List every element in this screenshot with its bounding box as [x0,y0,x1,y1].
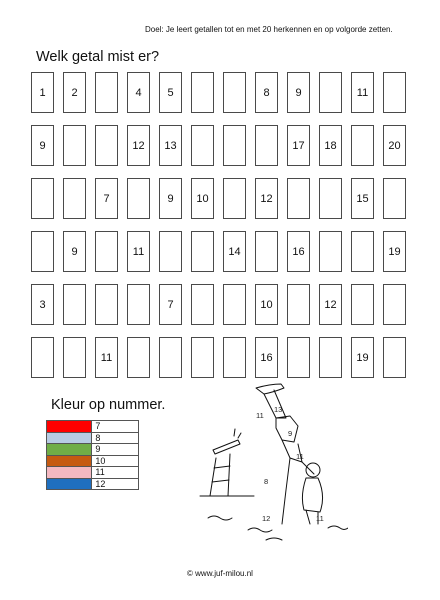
grid-cell[interactable] [223,72,246,113]
legend-number: 9 [92,444,139,456]
grid-cell[interactable] [31,178,54,219]
grid-cell[interactable]: 15 [351,178,374,219]
grid-cell[interactable] [223,178,246,219]
grid-cell[interactable] [191,125,214,166]
grid-cell[interactable]: 3 [31,284,54,325]
grid-cell[interactable] [319,72,342,113]
grid-cell[interactable]: 19 [351,337,374,378]
grid-cell[interactable]: 10 [255,284,278,325]
legend-swatch [47,467,92,479]
grid-cell[interactable]: 11 [95,337,118,378]
grid-cell[interactable]: 19 [383,231,406,272]
grid-cell[interactable] [383,72,406,113]
grid-cell[interactable] [63,337,86,378]
grid-cell[interactable] [191,337,214,378]
grid-cell[interactable] [127,178,150,219]
grid-cell[interactable]: 11 [351,72,374,113]
grid-cell[interactable] [255,125,278,166]
legend-swatch [47,444,92,456]
grid-cell[interactable] [223,125,246,166]
grid-cell[interactable]: 9 [159,178,182,219]
grid-cell[interactable] [63,284,86,325]
legend-row [47,432,139,444]
grid-cell[interactable] [383,337,406,378]
legend-number: 11 [92,467,139,479]
grid-cell[interactable] [319,231,342,272]
grid-cell[interactable] [319,337,342,378]
grid-cell[interactable] [351,125,374,166]
goal-text: Doel: Je leert getallen tot en met 20 herkennen en op volgorde zetten. [145,25,393,34]
grid-cell[interactable] [31,231,54,272]
grid-cell[interactable] [383,178,406,219]
legend-row [47,421,139,433]
grid-cell[interactable]: 12 [127,125,150,166]
grid-cell[interactable]: 9 [287,72,310,113]
grid-cell[interactable]: 10 [191,178,214,219]
grid-cell[interactable] [351,284,374,325]
legend-number: 7 [92,421,139,433]
grid-cell[interactable] [191,284,214,325]
grid-cell[interactable] [159,231,182,272]
grid-cell[interactable] [255,231,278,272]
legend-swatch [47,455,92,467]
diver-drawing [178,378,348,548]
grid-cell[interactable]: 1 [31,72,54,113]
grid-cell[interactable] [287,337,310,378]
grid-cell[interactable] [95,284,118,325]
grid-cell[interactable]: 16 [255,337,278,378]
label-leg-left: 11 [256,411,264,420]
grid-cell[interactable]: 20 [383,125,406,166]
grid-cell[interactable]: 4 [127,72,150,113]
grid-cell[interactable] [63,125,86,166]
legend-row [47,467,139,479]
grid-cell[interactable]: 9 [31,125,54,166]
grid-cell[interactable] [127,337,150,378]
color-legend [46,420,139,490]
grid-cell[interactable] [319,178,342,219]
grid-cell[interactable]: 7 [95,178,118,219]
grid-cell[interactable]: 12 [255,178,278,219]
grid-cell[interactable]: 2 [63,72,86,113]
grid-cell[interactable] [95,231,118,272]
grid-cell[interactable]: 9 [63,231,86,272]
grid-cell[interactable]: 13 [159,125,182,166]
exercise-heading: Welk getal mist er? [36,49,160,65]
legend-row [47,455,139,467]
grid-cell[interactable] [191,72,214,113]
grid-cell[interactable] [31,337,54,378]
legend-number: 12 [92,478,139,490]
grid-cell[interactable]: 14 [223,231,246,272]
legend-swatch [47,421,92,433]
grid-cell[interactable]: 12 [319,284,342,325]
grid-cell[interactable] [223,337,246,378]
grid-cell[interactable] [127,284,150,325]
footer-credit: © www.juf-milou.nl [187,569,253,578]
color-heading: Kleur op nummer. [51,397,166,413]
legend-row [47,444,139,456]
grid-cell[interactable] [159,337,182,378]
grid-cell[interactable] [63,178,86,219]
legend-swatch [47,478,92,490]
grid-cell[interactable]: 7 [159,284,182,325]
grid-cell[interactable]: 11 [127,231,150,272]
grid-cell[interactable] [287,178,310,219]
label-body: 9 [288,429,293,438]
grid-cell[interactable] [95,72,118,113]
grid-cell[interactable]: 8 [255,72,278,113]
legend-number: 8 [92,432,139,444]
grid-cell[interactable] [351,231,374,272]
label-water: 12 [262,514,271,523]
legend-number: 10 [92,455,139,467]
legend-swatch [47,432,92,444]
grid-cell[interactable]: 18 [319,125,342,166]
grid-cell[interactable] [95,125,118,166]
grid-cell[interactable]: 16 [287,231,310,272]
label-arm: 11 [296,452,304,461]
label-sky: 8 [264,477,269,486]
grid-cell[interactable] [287,284,310,325]
grid-cell[interactable]: 5 [159,72,182,113]
label-head: 11 [316,514,324,523]
legend-row [47,478,139,490]
grid-cell[interactable] [223,284,246,325]
grid-cell[interactable] [191,231,214,272]
grid-cell[interactable] [383,284,406,325]
grid-cell[interactable]: 17 [287,125,310,166]
label-leg-right: 13 [274,405,283,414]
